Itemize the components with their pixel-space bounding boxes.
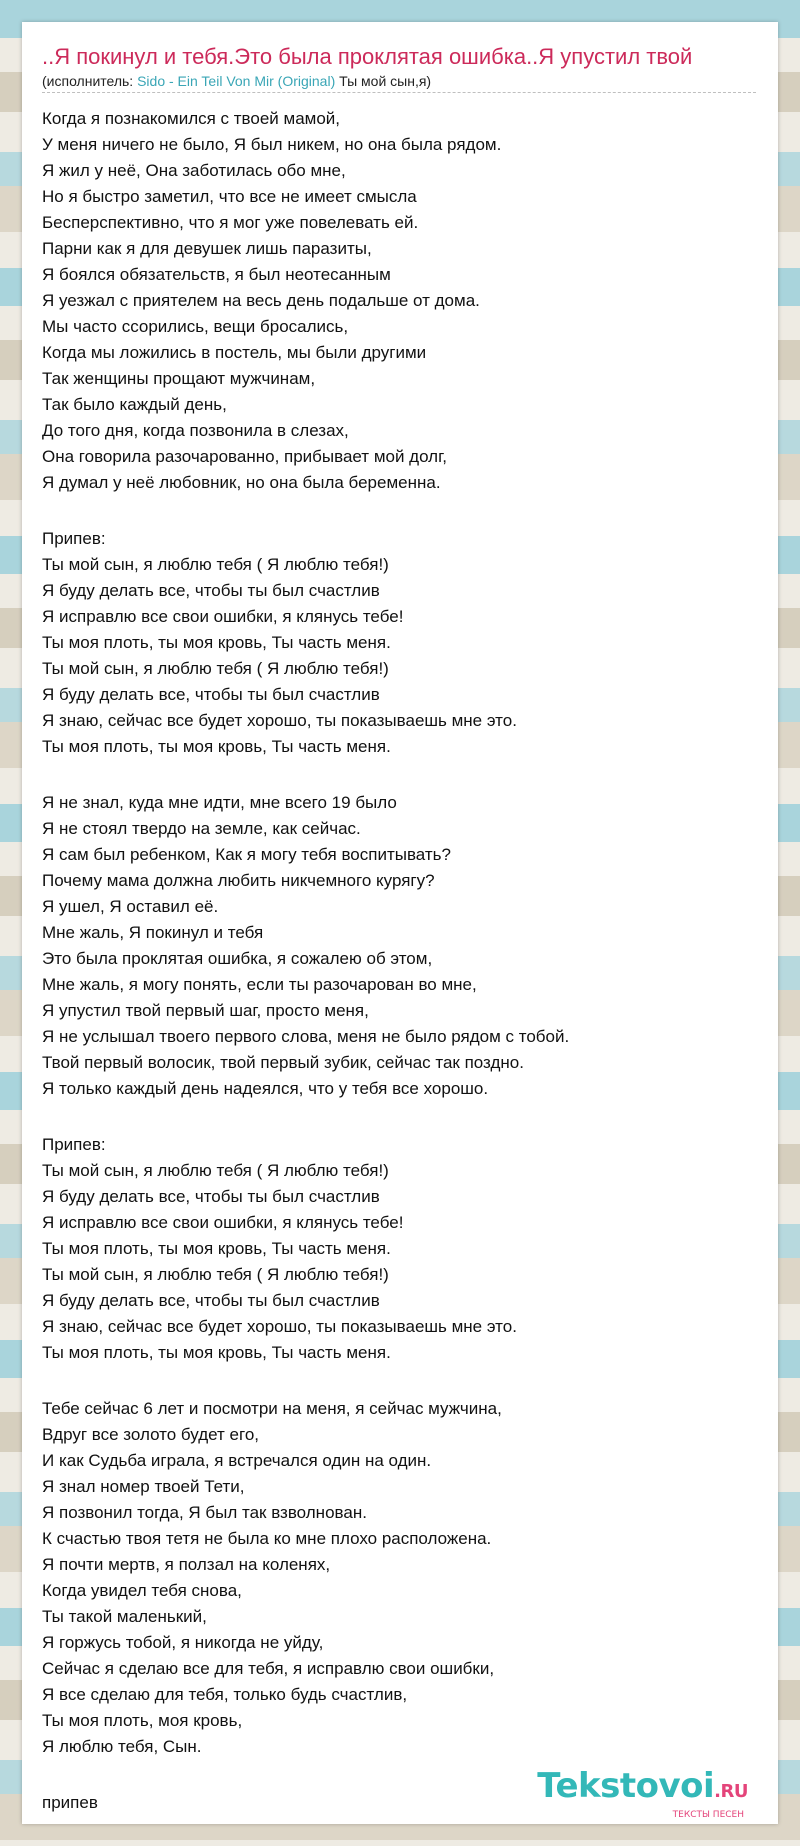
lyric-line: Я буду делать все, чтобы ты был счастлив bbox=[42, 1187, 380, 1206]
verse-3 bbox=[42, 1396, 762, 1760]
lyric-line: Мне жаль, Я покинул и тебя bbox=[42, 923, 264, 942]
lyric-line: Когда мы ложились в постель, мы были другими bbox=[42, 343, 427, 362]
logo-domain: .RU bbox=[714, 1781, 748, 1802]
lyric-line: Парни как я для девушек лишь паразиты, bbox=[42, 239, 372, 258]
lyric-line: Ты мой сын, я люблю тебя ( Я люблю тебя!) bbox=[42, 555, 389, 574]
lyric-line: Ты моя плоть, моя кровь, bbox=[42, 1711, 243, 1730]
lyric-line: Я жил у неё, Она заботилась обо мне, bbox=[42, 161, 346, 180]
chorus-label: Припев: bbox=[42, 1135, 106, 1154]
lyric-line: Я исправлю все свои ошибки, я клянусь тебе! bbox=[42, 1213, 404, 1232]
lyric-line: Я горжусь тобой, я никогда не уйду, bbox=[42, 1633, 324, 1652]
lyric-line: Я буду делать все, чтобы ты был счастлив bbox=[42, 1291, 380, 1310]
lyric-line: Но я быстро заметил, что все не имеет смысла bbox=[42, 187, 417, 206]
lyric-line: Вдруг все золото будет его, bbox=[42, 1425, 259, 1444]
lyric-line: Так женщины прощают мужчинам, bbox=[42, 369, 316, 388]
lyric-line: Я знаю, сейчас все будет хорошо, ты показываешь мне это. bbox=[42, 1317, 517, 1336]
lyric-line: Так было каждый день, bbox=[42, 395, 227, 414]
lyric-line: Почему мама должна любить никчемного курягу? bbox=[42, 871, 435, 890]
lyric-line: У меня ничего не было, Я был никем, но она была рядом. bbox=[42, 135, 502, 154]
lyric-line: Я думал у неё любовник, но она была беременна. bbox=[42, 473, 441, 492]
lyric-line: Ты мой сын, я люблю тебя ( Я люблю тебя!) bbox=[42, 1161, 389, 1180]
lyric-line: Я уезжал с приятелем на весь день подальше от дома. bbox=[42, 291, 480, 310]
subtitle-prefix: (исполнитель: bbox=[42, 73, 138, 89]
lyric-line: Тебе сейчас 6 лет и посмотри на меня, я сейчас мужчина, bbox=[42, 1399, 502, 1418]
chorus-1 bbox=[42, 526, 762, 760]
lyric-line: Ты мой сын, я люблю тебя ( Я люблю тебя!) bbox=[42, 1265, 389, 1284]
lyric-line: Сейчас я сделаю все для тебя, я исправлю свои ошибки, bbox=[42, 1659, 495, 1678]
stanza-gap bbox=[42, 1366, 762, 1396]
lyric-line: И как Судьба играла, я встречался один на один. bbox=[42, 1451, 432, 1470]
lyric-line: Я только каждый день надеялся, что у тебя все хорошо. bbox=[42, 1079, 489, 1098]
chorus-2 bbox=[42, 1132, 762, 1366]
lyric-line: Ты такой маленький, bbox=[42, 1607, 207, 1626]
lyric-line: Твой первый волосик, твой первый зубик, сейчас так поздно. bbox=[42, 1053, 524, 1072]
lyric-line: Я упустил твой первый шаг, просто меня, bbox=[42, 1001, 369, 1020]
artist-song-link[interactable]: Sido - Ein Teil Von Mir (Original) bbox=[137, 73, 336, 89]
lyric-line: Бесперспективно, что я мог уже повелевать ей. bbox=[42, 213, 419, 232]
lyric-line: Я буду делать все, чтобы ты был счастлив bbox=[42, 685, 380, 704]
verse-2 bbox=[42, 790, 762, 1102]
chorus-label: Припев: bbox=[42, 529, 106, 548]
logo-tagline: ТЕКСТЫ ПЕСЕН bbox=[672, 1810, 744, 1820]
logo-wordmark bbox=[537, 1768, 748, 1810]
lyric-line: Когда я познакомился с твоей мамой, bbox=[42, 109, 341, 128]
lyric-line: Я знал номер твоей Тети, bbox=[42, 1477, 245, 1496]
page-title: ..Я покинул и тебя.Это была проклятая ошибка..Я упустил твой bbox=[42, 44, 693, 69]
stanza-gap bbox=[42, 496, 762, 526]
lyric-line: Я не стоял твердо на земле, как сейчас. bbox=[42, 819, 361, 838]
chorus-label: припев bbox=[42, 1793, 98, 1812]
title-divider bbox=[42, 92, 756, 93]
page-sheet bbox=[22, 22, 778, 1824]
lyric-line: Я почти мертв, я ползал на коленях, bbox=[42, 1555, 331, 1574]
lyric-line: Она говорила разочарованно, прибывает мой долг, bbox=[42, 447, 447, 466]
lyric-line: Я сам был ребенком, Как я могу тебя воспитывать? bbox=[42, 845, 451, 864]
lyric-line: К счастью твоя тетя не была ко мне плохо расположена. bbox=[42, 1529, 492, 1548]
lyric-line: Ты моя плоть, ты моя кровь, Ты часть меня. bbox=[42, 737, 391, 756]
stanza-gap bbox=[42, 760, 762, 790]
lyric-line: Ты моя плоть, ты моя кровь, Ты часть меня. bbox=[42, 633, 391, 652]
lyric-line: Я исправлю все свои ошибки, я клянусь тебе! bbox=[42, 607, 404, 626]
lyric-line: Мы часто ссорились, вещи бросались, bbox=[42, 317, 349, 336]
lyric-line: Я знаю, сейчас все будет хорошо, ты показываешь мне это. bbox=[42, 711, 517, 730]
lyric-line: До того дня, когда позвонила в слезах, bbox=[42, 421, 349, 440]
lyric-line: Я боялся обязательств, я был неотесанным bbox=[42, 265, 391, 284]
lyric-line: Я буду делать все, чтобы ты был счастлив bbox=[42, 581, 380, 600]
lyric-line: Я ушел, Я оставил её. bbox=[42, 897, 219, 916]
lyric-line: Мне жаль, я могу понять, если ты разочарован во мне, bbox=[42, 975, 477, 994]
lyric-line: Я не знал, куда мне идти, мне всего 19 было bbox=[42, 793, 397, 812]
lyrics-body bbox=[42, 106, 762, 1816]
lyric-line: Ты моя плоть, ты моя кровь, Ты часть меня. bbox=[42, 1343, 391, 1362]
lyric-line: Это была проклятая ошибка, я сожалею об этом, bbox=[42, 949, 433, 968]
lyric-line: Я позвонил тогда, Я был так взволнован. bbox=[42, 1503, 367, 1522]
lyric-line: Я люблю тебя, Сын. bbox=[42, 1737, 202, 1756]
song-subtitle bbox=[42, 72, 778, 90]
subtitle-suffix: Ты мой сын,я) bbox=[335, 73, 432, 89]
lyric-line: Ты мой сын, я люблю тебя ( Я люблю тебя!) bbox=[42, 659, 389, 678]
site-logo[interactable] bbox=[537, 1768, 748, 1820]
logo-name: Tekstovoi bbox=[537, 1766, 715, 1806]
lyric-line: Я все сделаю для тебя, только будь счастлив, bbox=[42, 1685, 408, 1704]
verse-1 bbox=[42, 106, 762, 496]
lyric-line: Я не услышал твоего первого слова, меня не было рядом с тобой. bbox=[42, 1027, 570, 1046]
stanza-gap bbox=[42, 1102, 762, 1132]
lyric-line: Когда увидел тебя снова, bbox=[42, 1581, 242, 1600]
lyric-line: Ты моя плоть, ты моя кровь, Ты часть меня. bbox=[42, 1239, 391, 1258]
